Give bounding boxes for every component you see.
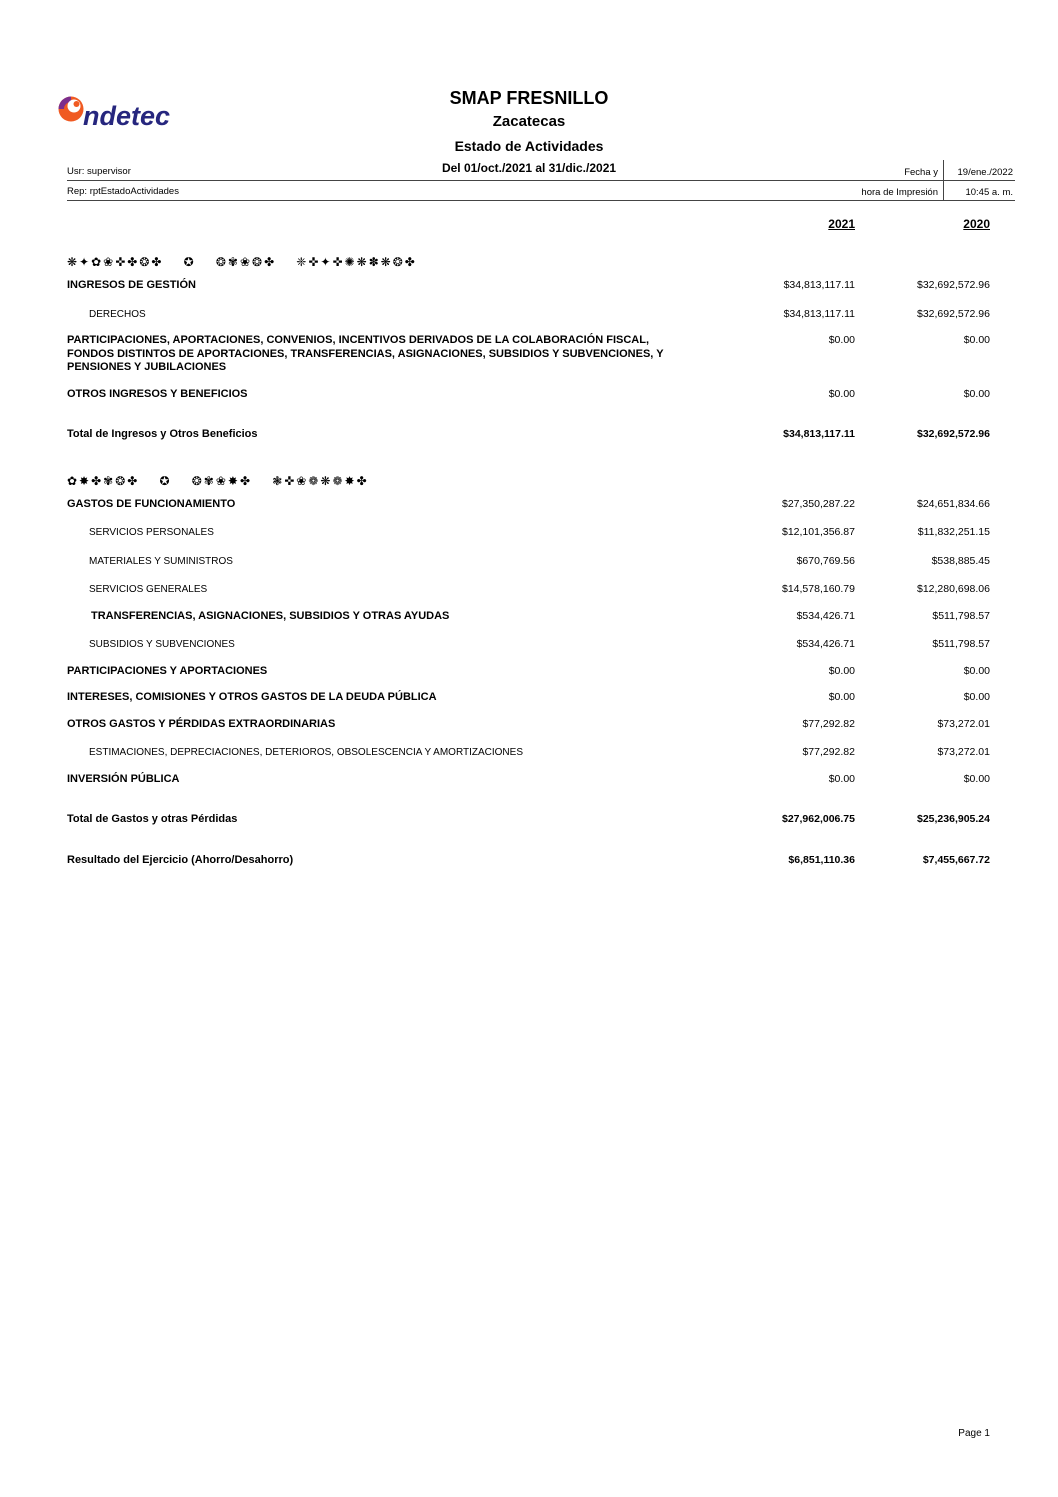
column-headers [67,217,990,231]
section-heading-gastos: ✿✸✤✾❂✤ ✪ ❂✾❀✸✤ ❃✜❀❁❋❁✸✤ [67,473,369,488]
row-amount-2020: $0.00 [963,387,990,400]
table-row [67,279,990,293]
table-row [67,555,990,569]
header-divider-2 [67,200,1015,201]
row-amount-2021: $6,851,110.36 [788,853,855,866]
row-label: PARTICIPACIONES Y APORTACIONES [67,664,268,677]
column-header-2021: 2021 [828,217,855,231]
table-row [67,498,990,512]
row-amount-2021: $0.00 [828,772,855,785]
row-amount-2020: $12,280,698.06 [917,583,990,595]
row-label: SUBSIDIOS Y SUBVENCIONES [89,639,235,650]
header-vertical-divider [943,160,944,200]
row-amount-2021: $0.00 [828,387,855,400]
row-amount-2021: $27,962,006.75 [782,813,855,825]
row-label: TRANSFERENCIAS, ASIGNACIONES, SUBSIDIOS Y OTRAS AYUDAS [91,609,450,622]
user-label: Usr: supervisor [67,166,131,177]
table-row [67,334,990,375]
entity-title: SMAP FRESNILLO [449,88,609,108]
report-header [0,0,1058,205]
row-amount-2020: $24,651,834.66 [917,497,990,510]
table-row [67,610,990,624]
row-amount-2020: $538,885.45 [931,554,990,567]
row-amount-2021: $534,426.71 [796,609,855,622]
row-label: ESTIMACIONES, DEPRECIACIONES, DETERIOROS, OBSOLESCENCIA Y AMORTIZACIONES [89,747,523,758]
row-label: Total de Gastos y otras Pérdidas [67,813,238,825]
section-heading-ingresos: ❋✦✿❀✜✤❂✤ ✪ ❂✾❀❂✤ ❈✜✦✜✺❋✽❋❂✤ [67,255,417,269]
table-row [67,638,990,652]
row-amount-2020: $0.00 [963,691,990,703]
row-amount-2020: $73,272.01 [937,717,990,730]
page-number: Page 1 [958,1428,990,1439]
row-label: SERVICIOS GENERALES [89,584,208,595]
row-label: GASTOS DE FUNCIONAMIENTO [67,497,236,510]
row-amount-2020: $32,692,572.96 [917,428,990,440]
row-amount-2020: $25,236,905.24 [917,813,990,825]
row-amount-2020: $511,798.57 [932,609,990,622]
table-row [67,773,990,787]
table-row [67,691,990,705]
header-divider-1 [67,180,1015,181]
print-time-label: hora de Impresión [861,187,938,198]
table-row [67,388,990,402]
row-amount-2020: $32,692,572.96 [917,307,990,320]
print-time-value: 10:45 a. m. [965,187,1013,198]
title-block [0,88,1058,175]
row-amount-2020: $0.00 [963,334,990,346]
row-label: Total de Ingresos y Otros Beneficios [67,428,258,440]
row-label: SERVICIOS PERSONALES [89,527,214,538]
row-amount-2020: $73,272.01 [937,746,990,758]
entity-state: Zacatecas [492,113,566,130]
row-amount-2020: $511,798.57 [932,638,990,650]
table-row [67,746,990,760]
row-amount-2020: $11,832,251.15 [917,526,990,538]
row-amount-2021: $27,350,287.22 [782,497,855,510]
row-label: INGRESOS DE GESTIÓN [67,279,196,291]
table-row [67,718,990,732]
row-amount-2021: $0.00 [828,691,855,703]
print-date-value: 19/ene./2022 [957,167,1013,178]
table-row [67,308,990,322]
row-amount-2021: $34,813,117.11 [783,428,855,440]
report-period: Del 01/oct./2021 al 31/dic./2021 [441,161,617,175]
row-label: Resultado del Ejercicio (Ahorro/Desahorro) [67,853,294,866]
row-amount-2021: $77,292.82 [802,746,855,758]
row-label: INTERESES, COMISIONES Y OTROS GASTOS DE LA DEUDA PÚBLICA [67,691,437,703]
row-amount-2020: $0.00 [963,772,990,785]
column-header-2020: 2020 [963,217,990,231]
row-label: OTROS INGRESOS Y BENEFICIOS [67,387,248,400]
logo-text: ndetec [83,101,171,131]
report-id-label: Rep: rptEstadoActividades [67,186,179,197]
row-amount-2021: $534,426.71 [796,638,855,650]
row-amount-2021: $12,101,356.87 [782,526,855,538]
row-label: PARTICIPACIONES, APORTACIONES, CONVENIOS, INCENTIVOS DERIVADOS DE LA COLABORACIÓN FISCAL, FONDOS DISTINTOS DE APORTACIONES, TRANSFERENCIAS, ASIGNACIONES, SUBSIDIOS Y SUBVENCIONES, Y PENSIONES Y JUBILACIONES [67,334,664,373]
row-amount-2020: $0.00 [963,664,990,677]
row-amount-2021: $14,578,160.79 [782,583,855,595]
row-label: MATERIALES Y SUMINISTROS [89,555,233,567]
result-row [67,854,990,868]
row-amount-2020: $32,692,572.96 [917,279,990,291]
row-amount-2021: $0.00 [828,334,855,346]
row-amount-2021: $0.00 [828,664,855,677]
table-row [67,583,990,597]
total-row-ingresos [67,428,990,442]
row-amount-2021: $34,813,117.11 [783,307,855,320]
row-amount-2020: $7,455,667.72 [922,853,990,866]
table-row [67,665,990,679]
row-amount-2021: $670,769.56 [796,554,855,567]
table-row [67,526,990,540]
total-row-gastos [67,813,990,827]
row-amount-2021: $77,292.82 [802,717,855,730]
print-date-label: Fecha y [904,167,938,178]
report-title: Estado de Actividades [454,138,604,154]
row-label: INVERSIÓN PÚBLICA [67,772,180,785]
report-body [0,217,1058,867]
row-label: OTROS GASTOS Y PÉRDIDAS EXTRAORDINARIAS [67,717,336,730]
row-amount-2021: $34,813,117.11 [783,279,855,291]
row-label: DERECHOS [89,308,146,320]
